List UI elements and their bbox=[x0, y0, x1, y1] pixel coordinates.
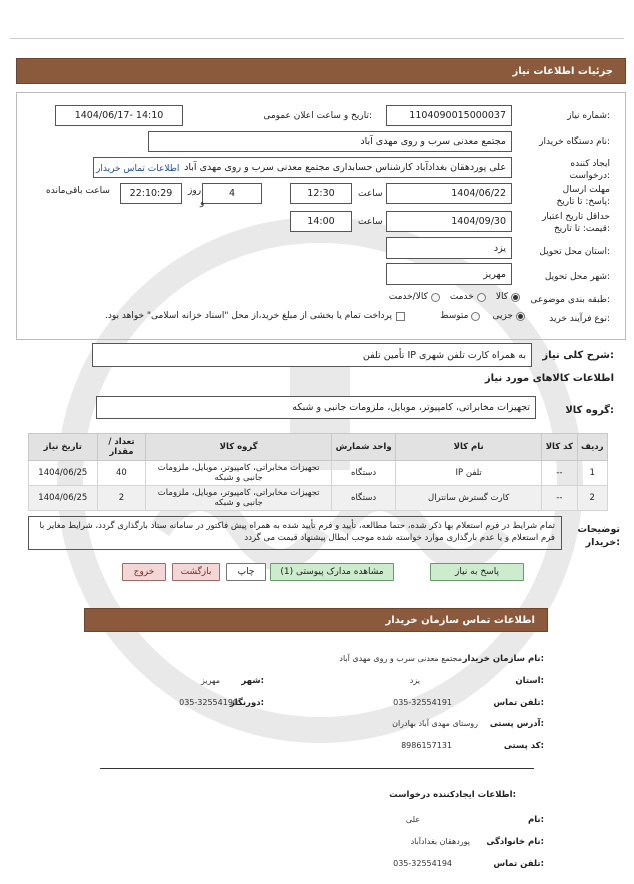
days-field: 4 bbox=[202, 183, 262, 204]
payment-checkbox[interactable] bbox=[396, 312, 405, 321]
reply-button[interactable]: پاسخ به نیاز bbox=[430, 563, 524, 581]
category-radio-group bbox=[330, 292, 520, 302]
cell-code: -- bbox=[542, 486, 577, 511]
validity-time-label: ساعت bbox=[358, 217, 383, 227]
cell-name: کارت گسترش سانترال bbox=[396, 486, 542, 511]
send-date-field: 1404/06/22 bbox=[386, 183, 512, 204]
items-table-wrap bbox=[28, 433, 608, 511]
send-deadline-label: مهلت ارسال پاسخ: تا تاریخ: bbox=[556, 185, 610, 207]
cell-date: 1404/06/25 bbox=[29, 486, 98, 511]
province-label: استان محل تحویل: bbox=[539, 247, 610, 257]
col-date: تاریخ نیاز bbox=[29, 434, 98, 461]
first-name-value: علی bbox=[405, 815, 420, 824]
col-group: گروه کالا bbox=[146, 434, 332, 461]
contact-address-value: روستای مهدی آباد بهادران bbox=[392, 719, 478, 728]
contact-divider bbox=[100, 768, 534, 769]
province-field: یزد bbox=[386, 237, 512, 259]
details-panel-header bbox=[16, 58, 626, 84]
creator-field: علی پوردهقان بغدادآباد کارشناس حسابداری مجتمع معدنی سرب و روی مهدی آباد bbox=[93, 157, 512, 178]
send-time-field: 12:30 bbox=[290, 183, 352, 204]
cell-qty: 2 bbox=[97, 486, 146, 511]
first-name-label: نام: bbox=[527, 815, 544, 825]
announce-label: تاریخ و ساعت اعلان عمومی: bbox=[263, 111, 372, 121]
days-label: روز bbox=[188, 186, 202, 196]
radio-icon bbox=[477, 293, 486, 302]
goods-group-label: گروه کالا: bbox=[565, 405, 614, 416]
creator-label: ایجاد کننده درخواست: bbox=[569, 159, 610, 181]
buyer-notes-text: تمام شرایط در فرم استعلام بها ذکر شده، حتما مطالعه، تأیید و فرم تأیید شده به همراه پیش فاکتور در سامانه ستاد بارگذاری گردد، شرایط مغایر با فرم استعلام و یا عدم بارگذاری موارد خواسته شده موجب ابطال پیشنهاد قیمت می گردد bbox=[39, 521, 555, 543]
contact-fax-value: 035-32554190 bbox=[179, 698, 238, 707]
radio-icon bbox=[471, 312, 480, 321]
category-option-both[interactable]: کالا/خدمت bbox=[389, 292, 440, 302]
cell-date: 1404/06/25 bbox=[29, 461, 98, 486]
org-name-label: نام سازمان خریدار: bbox=[462, 654, 544, 664]
need-number-field: 1104090015000037 bbox=[386, 105, 512, 126]
col-qty: تعداد / مقدار bbox=[97, 434, 146, 461]
contact-province-value: یزد bbox=[409, 676, 420, 685]
details-panel-title: جزئیات اطلاعات نیاز bbox=[512, 65, 613, 77]
contact-province-label: استان: bbox=[515, 676, 544, 686]
col-name: نام کالا bbox=[396, 434, 542, 461]
validity-date-field: 1404/09/30 bbox=[386, 211, 512, 232]
org-name-value: مجتمع معدنی سرب و روی مهدی آباد bbox=[339, 654, 462, 663]
items-table-header bbox=[29, 434, 608, 461]
print-button[interactable]: چاپ bbox=[226, 563, 266, 581]
col-row: ردیف bbox=[577, 434, 607, 461]
summary-label: شرح کلی نیاز: bbox=[542, 350, 614, 361]
cell-qty: 40 bbox=[97, 461, 146, 486]
buyer-org-label: نام دستگاه خریدار: bbox=[539, 137, 610, 147]
process-option-medium[interactable]: متوسط bbox=[440, 311, 480, 321]
process-label: نوع فرآیند خرید: bbox=[549, 314, 610, 324]
and-label: و bbox=[200, 198, 205, 208]
radio-icon bbox=[511, 293, 520, 302]
table-row bbox=[29, 486, 608, 511]
exit-button[interactable]: خروج bbox=[122, 563, 166, 581]
last-name-value: پوردهقان بغدادآباد bbox=[410, 837, 470, 846]
category-option-goods[interactable]: کالا bbox=[496, 292, 520, 302]
goods-group-field: تجهیزات مخابراتی، کامپیوتر، موبایل، ملزومات جانبی و شبکه bbox=[96, 396, 536, 419]
creator-info-title: اطلاعات ایجادکننده درخواست: bbox=[389, 790, 516, 800]
goods-info-title: اطلاعات کالاهای مورد نیاز bbox=[484, 373, 614, 384]
remaining-time-field: 22:10:29 bbox=[120, 183, 182, 204]
radio-icon bbox=[516, 312, 525, 321]
attachments-button[interactable]: مشاهده مدارک پیوستی (1) bbox=[270, 563, 394, 581]
payment-note-row bbox=[55, 311, 405, 321]
contact-phone-value: 035-32554191 bbox=[393, 698, 452, 707]
buyer-notes-label: توضیحات خریدار: bbox=[577, 524, 620, 548]
summary-field: تأمین تلفن IP به همراه کارت تلفن شهری bbox=[92, 343, 532, 367]
category-option-service[interactable]: خدمت bbox=[450, 292, 486, 302]
col-unit: واحد شمارش bbox=[332, 434, 396, 461]
cell-row: 1 bbox=[577, 461, 607, 486]
buyer-notes-box bbox=[28, 516, 562, 550]
cell-row: 2 bbox=[577, 486, 607, 511]
need-number-label: شماره نیاز: bbox=[567, 111, 610, 121]
cell-group: تجهیزات مخابراتی، کامپیوتر، موبایل، ملزومات جانبی و شبکه bbox=[146, 486, 332, 511]
contact-panel-header bbox=[84, 608, 548, 632]
postal-code-value: 8986157131 bbox=[401, 741, 452, 750]
top-divider bbox=[10, 38, 624, 39]
contact-phone-label: تلفن تماس: bbox=[493, 698, 544, 708]
contact-fax-label: دورنگار: bbox=[229, 698, 264, 708]
cell-unit: دستگاه bbox=[332, 486, 396, 511]
payment-note: پرداخت تمام یا بخشی از مبلغ خرید،از محل "اسناد خزانه اسلامی" خواهد بود. bbox=[104, 311, 392, 321]
postal-code-label: کد پستی: bbox=[503, 741, 544, 751]
cell-unit: دستگاه bbox=[332, 461, 396, 486]
col-code: کد کالا bbox=[542, 434, 577, 461]
city-label: شهر محل تحویل: bbox=[544, 272, 610, 282]
announce-field: 1404/06/17- 14:10 bbox=[55, 105, 183, 126]
cell-code: -- bbox=[542, 461, 577, 486]
validity-time-field: 14:00 bbox=[290, 211, 352, 232]
radio-icon bbox=[431, 293, 440, 302]
process-radio-group bbox=[415, 311, 525, 321]
send-time-label: ساعت bbox=[358, 189, 383, 199]
buyer-contact-link[interactable]: اطلاعات تماس خریدار bbox=[96, 164, 180, 174]
contact-panel-title: اطلاعات تماس سازمان خریدار bbox=[385, 614, 535, 626]
items-table bbox=[28, 433, 608, 511]
last-name-label: نام خانوادگی: bbox=[486, 837, 544, 847]
category-label: طبقه بندی موضوعی: bbox=[530, 295, 610, 305]
min-validity-label: حداقل تاریخ اعتبار قیمت: تا تاریخ: bbox=[542, 212, 610, 234]
creator-phone-value: 035-32554194 bbox=[393, 859, 452, 868]
buyer-org-field: مجتمع معدنی سرب و روی مهدی آباد bbox=[148, 131, 512, 152]
cell-group: تجهیزات مخابراتی، کامپیوتر، موبایل، ملزومات جانبی و شبکه bbox=[146, 461, 332, 486]
contact-city-value: مهریز bbox=[200, 676, 220, 685]
contact-address-label: آدرس پستی: bbox=[489, 719, 544, 729]
creator-phone-label: تلفن تماس: bbox=[493, 859, 544, 869]
table-row bbox=[29, 461, 608, 486]
back-button[interactable]: بازگشت bbox=[172, 563, 220, 581]
contact-city-label: شهر: bbox=[241, 676, 264, 686]
process-option-partial[interactable]: جزیی bbox=[492, 311, 525, 321]
remaining-label: ساعت باقی‌مانده bbox=[46, 186, 110, 196]
cell-name: تلفن IP bbox=[396, 461, 542, 486]
city-field: مهریز bbox=[386, 263, 512, 285]
